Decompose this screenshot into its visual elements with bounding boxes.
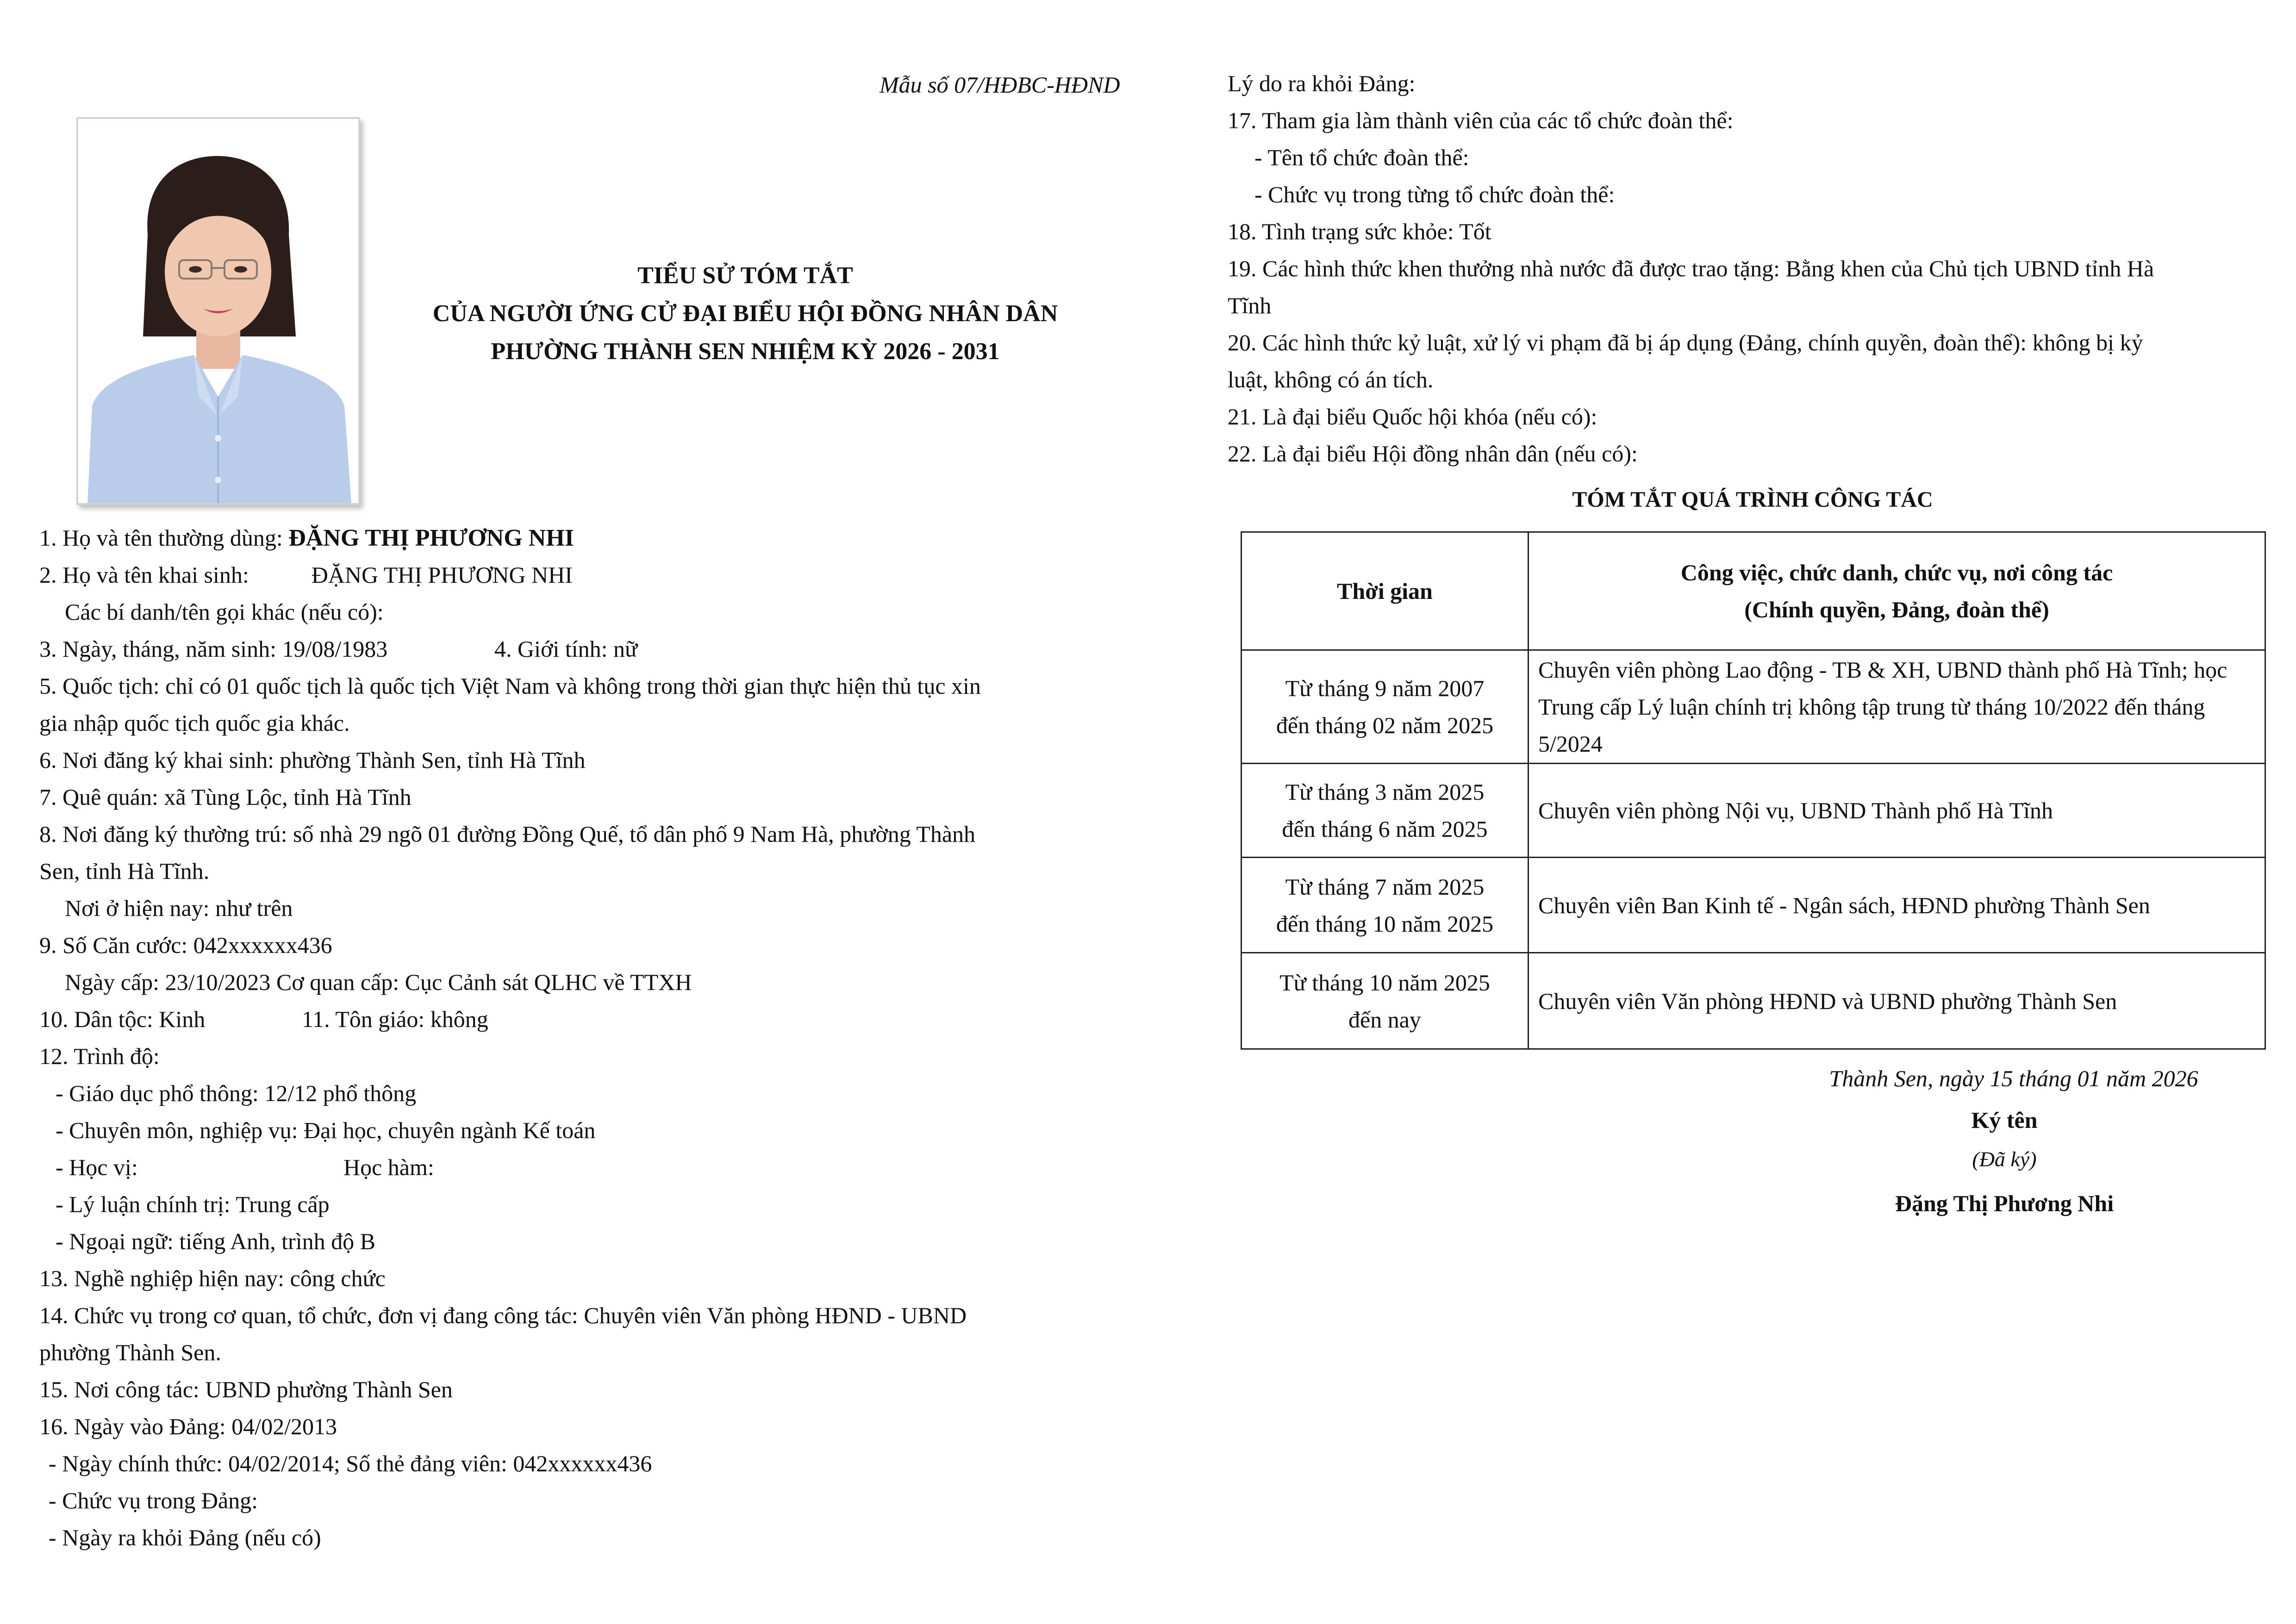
table-cell-time (1242, 764, 1529, 858)
field-11-religion: 11. Tôn giáo: không (302, 1006, 488, 1032)
field-16-party-join-date: 16. Ngày vào Đảng: 04/02/2013 (39, 1413, 337, 1439)
table-cell-time (1242, 858, 1529, 953)
field-16-party-leave-date: - Ngày ra khỏi Đảng (nếu có) (49, 1524, 321, 1550)
field-8-residence-cont: Sen, tỉnh Hà Tĩnh. (39, 858, 210, 884)
field-12-education: 12. Trình độ: (39, 1043, 160, 1069)
column-header-description (1529, 532, 2265, 650)
time-from: Từ tháng 3 năm 2025 (1285, 779, 1485, 805)
title-line-2: CỦA NGƯỜI ỨNG CỬ ĐẠI BIỂU HỘI ĐỒNG NHÂN DÂN (432, 300, 1058, 327)
table-cell-time (1242, 953, 1529, 1049)
field-20-discipline-cont: luật, không có án tích. (1228, 367, 1434, 392)
field-2-value: ĐẶNG THỊ PHƯƠNG NHI (311, 562, 573, 588)
field-19-awards: 19. Các hình thức khen thưởng nhà nước đã được trao tặng: Bằng khen của Chủ tịch UBND tỉnh Hà (1228, 255, 2154, 281)
field-1-label: 1. Họ và tên thường dùng: (39, 525, 289, 551)
table-row (1242, 858, 2265, 953)
column-header-time: Thời gian (1242, 532, 1529, 650)
field-17-org-name: - Tên tổ chức đoàn thể: (1254, 144, 1469, 170)
table-row (1242, 764, 2265, 858)
time-from: Từ tháng 9 năm 2007 (1285, 675, 1485, 701)
field-1 (39, 519, 574, 557)
time-from: Từ tháng 10 năm 2025 (1279, 969, 1490, 996)
field-22-peoples-council: 22. Là đại biểu Hội đồng nhân dân (nếu có): (1228, 441, 1638, 467)
time-to: đến tháng 10 năm 2025 (1276, 910, 1494, 937)
time-from: Từ tháng 7 năm 2025 (1285, 873, 1485, 900)
signature-label: Ký tên (1971, 1107, 2038, 1133)
field-party-leave-reason: Lý do ra khỏi Đảng: (1228, 70, 1416, 96)
field-17-org-position: - Chức vụ trong từng tổ chức đoàn thể: (1254, 181, 1615, 207)
time-to: đến tháng 6 năm 2025 (1282, 816, 1488, 842)
field-16-official-date: - Ngày chính thức: 04/02/2014; Số thẻ đảng viên: 042xxxxxx436 (49, 1450, 652, 1476)
person-portrait-icon (78, 119, 358, 503)
field-2-alias: Các bí danh/tên gọi khác (nếu có): (65, 599, 384, 625)
field-12-specialty: - Chuyên môn, nghiệp vụ: Đại học, chuyên ngành Kế toán (56, 1117, 596, 1143)
field-12-political-theory: - Lý luận chính trị: Trung cấp (56, 1191, 330, 1217)
field-16-party-position: - Chức vụ trong Đảng: (49, 1487, 258, 1513)
field-6-birth-place: 6. Nơi đăng ký khai sinh: phường Thành Sen, tỉnh Hà Tĩnh (39, 747, 586, 773)
signature-signed-note: (Đã ký) (1972, 1147, 2037, 1171)
table-row (1242, 953, 2265, 1049)
table-header-row (1242, 532, 2265, 650)
table-cell-description: Chuyên viên Ban Kinh tế - Ngân sách, HĐND phường Thành Sen (1529, 858, 2265, 953)
field-10-ethnicity: 10. Dân tộc: Kinh (39, 1006, 206, 1032)
table-cell-description: Chuyên viên phòng Nội vụ, UBND Thành phố Hà Tĩnh (1529, 764, 2265, 858)
field-12-degree: - Học vị: (56, 1154, 138, 1180)
work-history-heading: TÓM TẮT QUÁ TRÌNH CÔNG TÁC (1572, 487, 1933, 512)
field-5-nationality-cont: gia nhập quốc tịch quốc gia khác. (39, 710, 350, 736)
time-to: đến tháng 02 năm 2025 (1276, 712, 1494, 738)
title-line-3: PHƯỜNG THÀNH SEN NHIỆM KỲ 2026 - 2031 (491, 338, 1000, 365)
field-15-workplace: 15. Nơi công tác: UBND phường Thành Sen (39, 1376, 453, 1402)
table-cell-description: Chuyên viên Văn phòng HĐND và UBND phường Thành Sen (1529, 953, 2265, 1049)
field-12-foreign-language: - Ngoại ngữ: tiếng Anh, trình độ B (56, 1228, 375, 1254)
column-header-description-line-1: Công việc, chức danh, chức vụ, nơi công tác (1680, 560, 2113, 585)
portrait-photo (76, 117, 360, 505)
table-cell-description: Chuyên viên phòng Lao động - TB & XH, UBND thành phố Hà Tĩnh; học Trung cấp Lý luận chính trị không tập trung từ tháng 10/2022 đến tháng 5/2024 (1529, 650, 2265, 764)
field-8-current-address: Nơi ở hiện nay: như trên (65, 895, 293, 921)
work-history-table (1241, 531, 2266, 1050)
field-21-national-assembly: 21. Là đại biểu Quốc hội khóa (nếu có): (1228, 404, 1597, 429)
field-12-general: - Giáo dục phổ thông: 12/12 phổ thông (56, 1080, 417, 1106)
field-18-health: 18. Tình trạng sức khỏe: Tốt (1228, 218, 1491, 244)
field-9-id-number: 9. Số Căn cước: 042xxxxxx436 (39, 932, 332, 958)
field-14-position-cont: phường Thành Sen. (39, 1339, 221, 1365)
column-header-description-line-2: (Chính quyền, Đảng, đoàn thể) (1744, 597, 2049, 622)
signature-name: Đặng Thị Phương Nhi (1895, 1190, 2114, 1216)
field-2-label: 2. Họ và tên khai sinh: (39, 562, 249, 588)
field-14-position: 14. Chức vụ trong cơ quan, tổ chức, đơn vị đang công tác: Chuyên viên Văn phòng HĐND - UBND (39, 1302, 967, 1328)
field-2 (39, 556, 573, 593)
field-8-residence: 8. Nơi đăng ký thường trú: số nhà 29 ngõ 01 đường Đồng Quế, tổ dân phố 9 Nam Hà, phường Thành (39, 821, 976, 847)
field-19-awards-cont: Tĩnh (1228, 292, 1272, 318)
field-17-organizations: 17. Tham gia làm thành viên của các tổ chức đoàn thể: (1228, 107, 1734, 133)
field-4-gender: 4. Giới tính: nữ (494, 636, 638, 662)
field-5-nationality: 5. Quốc tịch: chỉ có 01 quốc tịch là quốc tịch Việt Nam và không trong thời gian thực hiện thủ tục xin (39, 673, 981, 699)
time-to: đến nay (1348, 1006, 1421, 1033)
field-3-birth-date: 3. Ngày, tháng, năm sinh: 19/08/1983 (39, 636, 388, 662)
table-cell-time (1242, 650, 1529, 764)
field-13-occupation: 13. Nghề nghiệp hiện nay: công chức (39, 1265, 386, 1291)
field-12-academic-rank: Học hàm: (343, 1154, 434, 1180)
field-1-value: ĐẶNG THỊ PHƯƠNG NHI (288, 525, 574, 551)
field-20-discipline: 20. Các hình thức kỷ luật, xử lý vi phạm đã bị áp dụng (Đảng, chính quyền, đoàn thể): không bị kỷ (1228, 330, 2143, 355)
signature-place-date: Thành Sen, ngày 15 tháng 01 năm 2026 (1829, 1065, 2198, 1091)
field-7-hometown: 7. Quê quán: xã Tùng Lộc, tỉnh Hà Tĩnh (39, 784, 412, 810)
table-row (1242, 650, 2265, 764)
form-code: Mẫu số 07/HĐBC-HĐND (880, 72, 1120, 98)
field-9-issue-info: Ngày cấp: 23/10/2023 Cơ quan cấp: Cục Cảnh sát QLHC về TTXH (65, 969, 692, 995)
title-line-1: TIỂU SỬ TÓM TẮT (637, 262, 853, 289)
